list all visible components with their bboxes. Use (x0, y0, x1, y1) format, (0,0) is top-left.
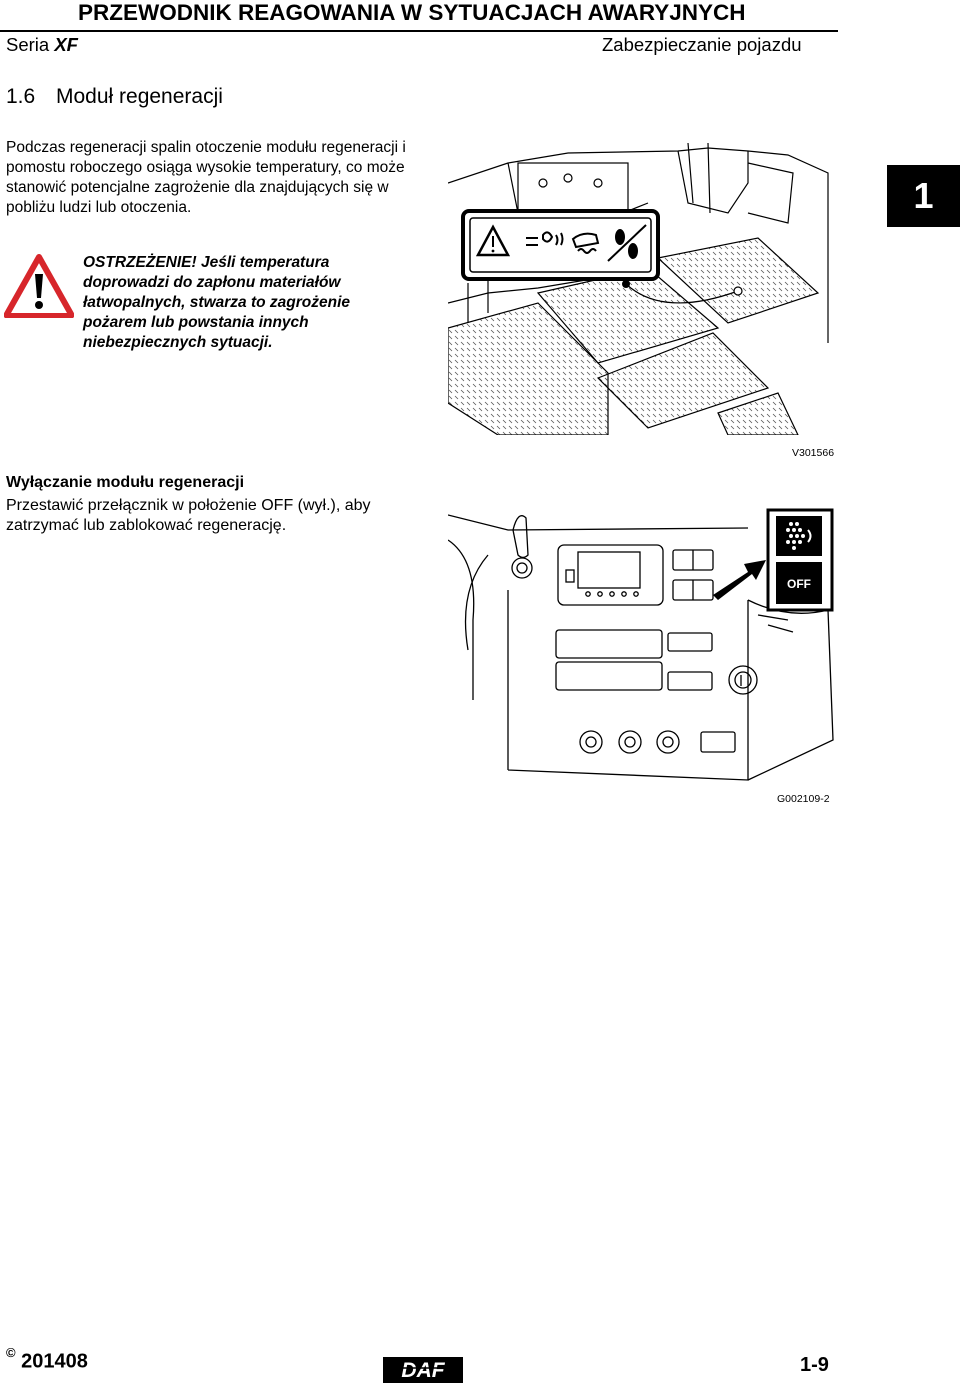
regeneration-switch-callout (768, 510, 832, 610)
daf-logo (383, 1357, 463, 1383)
subsection-heading: Wyłączanie modułu regeneracji (6, 474, 245, 491)
dashboard-switch-figure (448, 500, 840, 785)
warning-triangle-icon (4, 254, 74, 318)
figure2-code: G002109-2 (777, 793, 830, 805)
edition-number: 201408 (21, 1350, 88, 1373)
chapter-tab: 1 (887, 165, 960, 227)
heading-number: 1.6 (6, 85, 36, 108)
figure1-code: V301566 (792, 447, 835, 459)
heading-title: Moduł regeneracji (56, 85, 223, 108)
page-number: 1-9 (800, 1354, 829, 1376)
footer-edition (6, 1345, 88, 1374)
warning-label-callout (463, 211, 658, 279)
series-model: XF (54, 34, 78, 55)
copyright-symbol: © (6, 1345, 16, 1360)
header-divider (0, 30, 838, 32)
instruction-text: Przestawić przełącznik w położenie OFF (wył.), aby zatrzymać lub zablokować regenerację. (6, 497, 371, 534)
section-heading (6, 85, 223, 109)
warning-text: OSTRZEŻENIE! Jeśli temperatura doprowadzi do zapłonu materiałów łatwopalnych, stwarza to zagrożenie pożarem lub powstania innych niebezpiecznych sytuacji. (83, 254, 351, 351)
svg-text:DAF: DAF (401, 1359, 445, 1382)
section-label: Zabezpieczanie pojazdu (602, 34, 802, 55)
series-label: Seria XF (6, 34, 78, 55)
off-switch-label: OFF (787, 577, 811, 591)
intro-paragraph: Podczas regeneracji spalin otoczenie modułu regeneracji i pomostu roboczego osiąga wysokie temperatury, co może stanowić potencjalne zagrożenie dla znajdujących się w pobliżu ludzi lub otoczenia. (6, 139, 406, 216)
regeneration-module-figure (448, 143, 840, 435)
document-title: PRZEWODNIK REAGOWANIA W SYTUACJACH AWARYJNYCH (78, 0, 746, 25)
